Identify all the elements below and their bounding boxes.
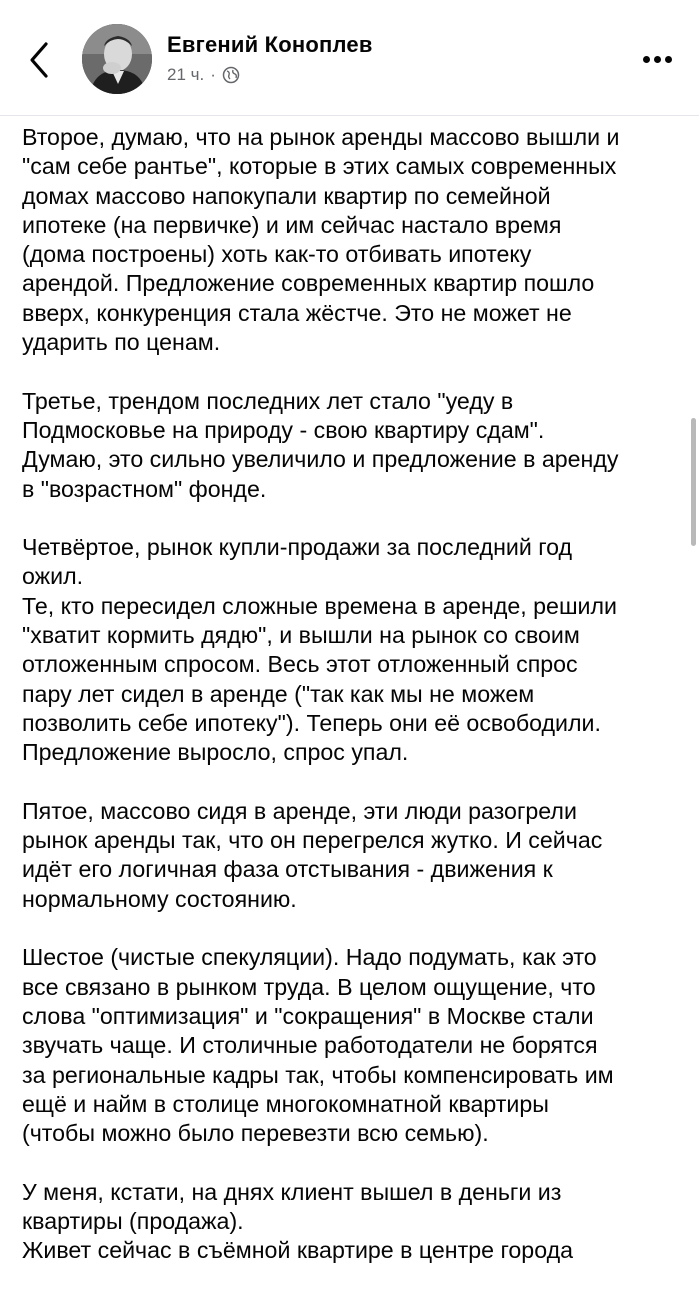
post-body [22,123,682,1295]
text-line: Четвёртое, рынок купли-продажи за последний год [22,534,573,561]
text-line: за региональные кадры так, чтобы компенсировать им [22,1061,614,1088]
text-line: ипотеке (на первичке) и им сейчас настало время [22,211,562,238]
back-button[interactable] [22,38,62,82]
text-line: Третье, трендом последних лет стало "уеду в [22,387,514,414]
post-paragraph-3 [22,387,682,504]
more-horizontal-icon [643,56,650,63]
author-name[interactable]: Евгений Коноплев [167,32,373,57]
text-line: рынок аренды так, что он перегрелся жутко. И сейчас [22,827,603,854]
text-line: ещё и найм в столице многокомнатной квартиры [22,1090,549,1117]
text-line: Предложение выросло, спрос упал. [22,739,409,766]
post-header [0,0,699,116]
text-line: вверх, конкуренция стала жёстче. Это не может не [22,299,572,326]
text-line: в "возрастном" фонде. [22,475,267,502]
text-line: Второе, думаю, что на рынок аренды массово вышли и [22,124,620,150]
post-paragraph-7 [22,1178,682,1266]
globe-icon[interactable] [222,66,240,84]
more-dot [654,56,661,63]
text-line: (дома построены) хоть как-то отбивать ипотеку [22,241,532,268]
avatar[interactable] [82,24,152,94]
text-line: идёт его логичная фаза отстывания - движения к [22,856,553,883]
post-paragraph-4 [22,533,682,767]
scrollbar[interactable] [691,418,696,546]
text-line: У меня, кстати, на днях клиент вышел в деньги из [22,1178,562,1205]
post-paragraph-6 [22,943,682,1148]
post-paragraph-2 [22,123,682,357]
text-line: Шестое (чистые спекуляции). Надо подумать, как это [22,944,597,971]
text-line: все связано в рынком труда. В целом ощущение, что [22,973,596,1000]
text-line: (чтобы можно было перевезти всю семью). [22,1120,489,1147]
more-options-button[interactable] [637,44,677,74]
text-line: ударить по ценам. [22,329,221,356]
text-line: Подмосковье на природу - свою квартиру сдам". [22,416,545,443]
text-line: позволить себе ипотеку"). Теперь они её освободили. [22,709,601,736]
text-line: пару лет сидел в аренде ("так как мы не можем [22,680,535,707]
text-line: отложенным спросом. Весь этот отложенный спрос [22,651,578,678]
text-line: ожил. [22,563,84,590]
more-dot [665,56,672,63]
text-line: домах массово напокупали квартир по семейной [22,182,551,209]
text-line: Пятое, массово сидя в аренде, эти люди разогрели [22,797,577,824]
post-meta [167,64,240,86]
author-photo [82,24,152,94]
text-line: нормальному состоянию. [22,885,297,912]
text-line: звучать чаще. И столичные работодатели не борятся [22,1032,598,1059]
post-paragraph-5 [22,797,682,914]
post-timestamp[interactable]: 21 ч. [167,65,205,84]
meta-separator: · [210,65,216,84]
text-line: "хватит кормить дядю", и вышли на рынок со своим [22,622,580,649]
text-line: Те, кто пересидел сложные времена в аренде, решили [22,592,617,619]
chevron-left-icon [22,38,62,82]
text-line: "сам себе рантье", которые в этих самых современных [22,153,617,180]
text-line: арендой. Предложение современных квартир пошло [22,270,595,297]
text-line: Живет сейчас в съёмной квартире в центре города [22,1237,574,1264]
text-line: Думаю, это сильно увеличило и предложение в аренду [22,446,619,473]
text-line: квартиры (продажа). [22,1207,244,1234]
text-line: слова "оптимизация" и "сокращения" в Москве стали [22,1002,594,1029]
